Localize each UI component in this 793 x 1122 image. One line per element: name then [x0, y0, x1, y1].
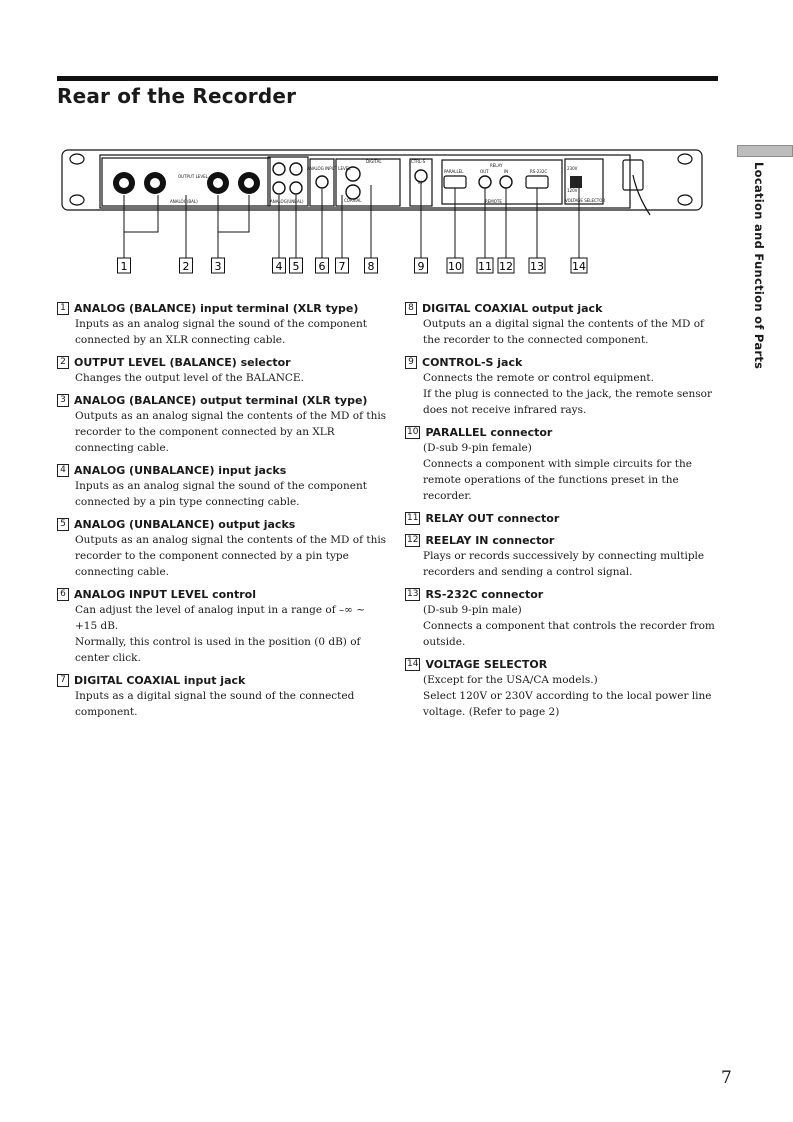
item-number-box: 9: [405, 356, 417, 369]
item-number-box: 4: [57, 464, 69, 477]
item-heading: [405, 300, 720, 316]
item-number-box: 12: [407, 534, 419, 545]
item-title: REELAY IN connector: [425, 533, 555, 547]
item-title: DIGITAL COAXIAL output jack: [422, 301, 603, 315]
description-item-7: [57, 672, 387, 720]
item-title: ANALOG (BALANCE) output terminal (XLR type): [74, 393, 368, 407]
item-description: [405, 548, 720, 580]
callout-12: [498, 258, 514, 273]
svg-text:14: 14: [572, 260, 586, 273]
description-item-11: [405, 510, 720, 526]
item-number-box: 5: [57, 518, 69, 531]
description-line: Select 120V or 230V according to the local power line voltage. (Refer to page 2): [423, 690, 712, 718]
callout-3: [212, 258, 225, 273]
label-analog-unbal: ANALOG(UNBAL): [270, 199, 304, 204]
callout-1: [118, 258, 131, 273]
callout-14: [571, 258, 587, 273]
item-heading: [405, 656, 720, 672]
item-description: [405, 440, 720, 504]
item-heading: [57, 672, 387, 688]
svg-text:2: 2: [182, 260, 190, 273]
label-voltage-selector: VOLTAGE SELECTOR: [565, 198, 606, 203]
section-tab: [737, 145, 793, 157]
description-line: Changes the output level of the BALANCE.: [75, 372, 304, 384]
description-line: Connects the remote or control equipment.: [423, 372, 654, 384]
item-description: [405, 370, 720, 418]
description-line: Can adjust the level of analog input in a range of –∞ ~ +15 dB.: [75, 604, 366, 632]
description-line: Outputs as an analog signal the contents of the MD of this recorder to the component connected by a pin type connecting cable.: [75, 534, 387, 578]
svg-text:11: 11: [478, 260, 492, 273]
item-title: ANALOG INPUT LEVEL control: [74, 587, 256, 601]
callout-4: [273, 258, 286, 273]
item-title: RS-232C connector: [425, 587, 544, 601]
item-heading: [57, 392, 387, 408]
item-description: [57, 478, 387, 510]
description-line: Connects a component with simple circuits for the remote operations of the functions preset in the recorder.: [423, 458, 692, 502]
item-description: [57, 370, 387, 386]
description-line: (D-sub 9-pin female): [423, 442, 532, 454]
svg-text:9: 9: [417, 260, 425, 273]
page-title: Rear of the Recorder: [57, 84, 297, 108]
description-item-8: [405, 300, 720, 348]
description-line: Plays or records successively by connecting multiple recorders and sending a control signal.: [423, 550, 705, 578]
description-item-1: [57, 300, 387, 348]
label-relay: RELAY: [490, 163, 503, 168]
description-line: Normally, this control is used in the position (0 dB) of center click.: [75, 636, 361, 664]
item-description: [57, 602, 387, 666]
description-line: Inputs as an analog signal the sound of the component connected by an XLR connecting cable.: [75, 318, 367, 346]
item-number-box: 10: [407, 426, 419, 437]
label-in: IN: [418, 180, 423, 185]
item-heading: [57, 462, 387, 478]
item-title: ANALOG (UNBALANCE) output jacks: [74, 517, 296, 531]
description-line: Inputs as an analog signal the sound of the component connected by a pin type connecting cable.: [75, 480, 367, 508]
section-tab-label: Location and Function of Parts: [752, 162, 766, 370]
item-description: [405, 602, 720, 650]
svg-text:4: 4: [275, 260, 283, 273]
description-item-9: [405, 354, 720, 418]
item-heading: [405, 510, 720, 526]
item-number-box: 2: [57, 356, 69, 369]
description-item-4: [57, 462, 387, 510]
description-line: Inputs as a digital signal the sound of the connected component.: [75, 690, 355, 718]
label-relay-in: IN: [504, 169, 509, 174]
label-230v: 230V: [567, 166, 578, 171]
item-number-box: 6: [57, 588, 69, 601]
item-title: ANALOG (UNBALANCE) input jacks: [74, 463, 287, 477]
label-output-level: OUTPUT LEVEL: [178, 174, 208, 179]
description-line: (D-sub 9-pin male): [423, 604, 522, 616]
page-number: 7: [721, 1068, 732, 1088]
item-title: RELAY OUT connector: [425, 511, 560, 525]
callout-6: [316, 258, 329, 273]
svg-text:6: 6: [318, 260, 326, 273]
svg-text:5: 5: [292, 260, 300, 273]
item-description: [405, 672, 720, 720]
svg-text:1: 1: [120, 260, 128, 273]
item-description: [405, 316, 720, 348]
svg-text:8: 8: [367, 260, 375, 273]
callout-11: [477, 258, 493, 273]
item-heading: [405, 532, 720, 548]
description-item-10: [405, 424, 720, 504]
item-title: OUTPUT LEVEL (BALANCE) selector: [74, 355, 291, 369]
description-line: Outputs an a digital signal the contents of the MD of the recorder to the connected component.: [423, 318, 704, 346]
label-digital: DIGITAL: [366, 159, 382, 164]
label-remote: REMOTE: [485, 199, 502, 204]
item-heading: [57, 516, 387, 532]
description-item-2: [57, 354, 387, 386]
callout-2: [180, 258, 193, 273]
callout-7: [336, 258, 349, 273]
description-line: If the plug is connected to the jack, the remote sensor does not receive infrared rays.: [423, 388, 712, 416]
label-parallel: PARALLEL: [444, 169, 464, 174]
description-item-5: [57, 516, 387, 580]
item-description: [57, 408, 387, 456]
svg-text:12: 12: [499, 260, 513, 273]
item-description: [57, 532, 387, 580]
label-coaxial: COAXIAL: [344, 198, 362, 203]
svg-text:7: 7: [338, 260, 346, 273]
item-title: VOLTAGE SELECTOR: [425, 657, 548, 671]
label-ctrl-s: CTRL-S: [411, 159, 426, 164]
callout-8: [365, 258, 378, 273]
item-title: ANALOG (BALANCE) input terminal (XLR type): [74, 301, 359, 315]
item-number-box: 1: [57, 302, 69, 315]
item-description: [57, 688, 387, 720]
item-number-box: 11: [407, 512, 419, 523]
label-relay-out: OUT: [480, 169, 489, 174]
svg-text:13: 13: [530, 260, 544, 273]
description-line: (Except for the USA/CA models.): [423, 674, 598, 686]
description-item-14: [405, 656, 720, 720]
item-heading: [405, 424, 720, 440]
item-heading: [57, 586, 387, 602]
description-item-13: [405, 586, 720, 650]
svg-text:3: 3: [214, 260, 222, 273]
label-analog-bal: ANALOG(BAL): [170, 199, 198, 204]
description-item-3: [57, 392, 387, 456]
rear-panel-diagram: [60, 140, 710, 280]
item-title: CONTROL-S jack: [422, 355, 523, 369]
item-title: PARALLEL connector: [425, 425, 553, 439]
descriptions-right-column: [405, 300, 720, 726]
callout-5: [290, 258, 303, 273]
label-120v: 120V: [567, 188, 578, 193]
description-line: Connects a component that controls the recorder from outside.: [423, 620, 715, 648]
label-analog-input-level: ANALOG INPUT LEVEL: [307, 166, 351, 171]
description-item-6: [57, 586, 387, 666]
svg-text:10: 10: [448, 260, 462, 273]
item-description: [57, 316, 387, 348]
item-heading: [405, 586, 720, 602]
item-number-box: 14: [407, 658, 419, 669]
item-heading: [57, 300, 387, 316]
item-number-box: 13: [407, 588, 419, 599]
item-heading: [405, 354, 720, 370]
item-number-box: 8: [405, 302, 417, 315]
item-number-box: 3: [57, 394, 69, 407]
item-number-box: 7: [57, 674, 69, 687]
label-rs232c: RS-232C: [530, 169, 548, 174]
callout-10: [447, 258, 463, 273]
item-heading: [57, 354, 387, 370]
item-title: DIGITAL COAXIAL input jack: [74, 673, 246, 687]
description-item-12: [405, 532, 720, 580]
description-line: Outputs as an analog signal the contents of the MD of this recorder to the component connected by an XLR connecting cable.: [75, 410, 387, 454]
top-rule: [57, 76, 718, 81]
descriptions-left-column: [57, 300, 387, 726]
callout-9: [415, 258, 428, 273]
callout-13: [529, 258, 545, 273]
